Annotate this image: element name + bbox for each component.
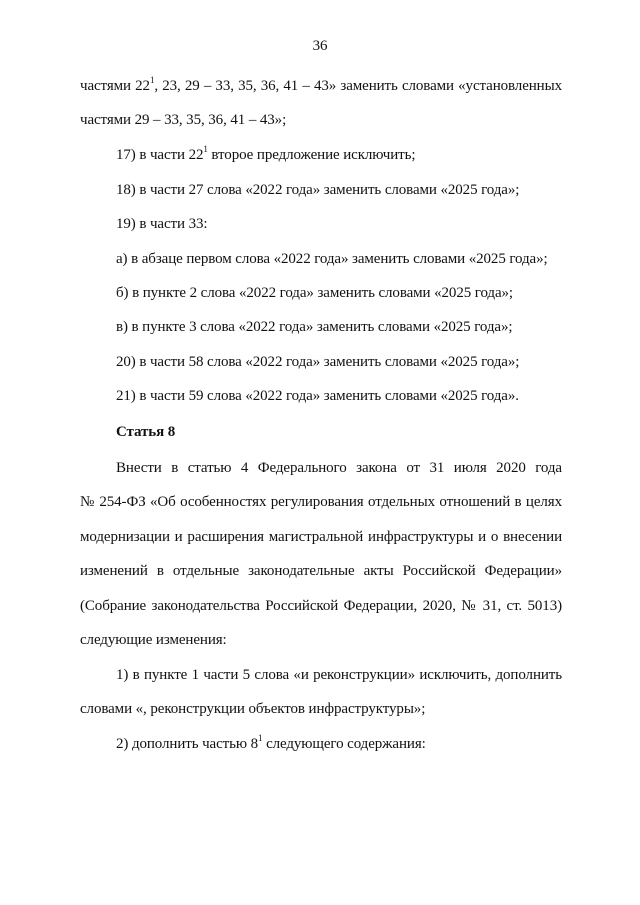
superscript: 1 bbox=[149, 75, 155, 85]
text-line-17: 1) в пункте 1 части 5 слова «и реконструкции» исключить, дополнить bbox=[116, 667, 562, 683]
text-line-4: 18) в части 27 слова «2022 года» заменить словами «2025 года»; bbox=[116, 182, 520, 198]
text-line-12: № 254-ФЗ «Об особенностях регулирования отдельных отношений в целях bbox=[80, 494, 562, 510]
page-number: 36 bbox=[312, 38, 328, 54]
text-line-2: частями 29 – 33, 35, 36, 41 – 43»; bbox=[80, 112, 287, 128]
text-line-15: (Собрание законодательства Российской Федерации, 2020, № 31, ст. 5013) bbox=[80, 598, 562, 614]
text-fragment: следующего содержания: bbox=[262, 736, 426, 752]
text-line-6: а) в абзаце первом слова «2022 года» заменить словами «2025 года»; bbox=[116, 251, 548, 267]
text-line-5: 19) в части 33: bbox=[116, 216, 208, 232]
text-line-1 bbox=[80, 76, 562, 96]
text-fragment: второе предложение исключить; bbox=[207, 147, 416, 163]
superscript: 1 bbox=[203, 144, 208, 154]
text-fragment: 2) дополнить частью 8 bbox=[116, 736, 259, 752]
text-line-10: 21) в части 59 слова «2022 года» заменить словами «2025 года». bbox=[116, 388, 519, 404]
text-line-19 bbox=[116, 734, 562, 754]
text-line-11: Внести в статью 4 Федерального закона от 31 июля 2020 года bbox=[116, 460, 562, 476]
text-line-16: следующие изменения: bbox=[80, 632, 227, 648]
article-heading: Статья 8 bbox=[116, 424, 176, 440]
text-fragment: 17) в части 22 bbox=[116, 147, 204, 163]
text-fragment: , 23, 29 – 33, 35, 36, 41 – 43» заменить словами «установленных bbox=[154, 78, 562, 94]
text-line-8: в) в пункте 3 слова «2022 года» заменить словами «2025 года»; bbox=[116, 319, 513, 335]
text-fragment: частями 22 bbox=[80, 78, 150, 94]
text-line-7: б) в пункте 2 слова «2022 года» заменить словами «2025 года»; bbox=[116, 285, 513, 301]
text-line-14: изменений в отдельные законодательные акты Российской Федерации» bbox=[80, 563, 562, 579]
text-line-18: словами «, реконструкции объектов инфраструктуры»; bbox=[80, 701, 426, 717]
text-line-3 bbox=[116, 145, 562, 165]
text-line-13: модернизации и расширения магистральной инфраструктуры и о внесении bbox=[80, 529, 562, 545]
superscript: 1 bbox=[258, 733, 263, 743]
text-line-9: 20) в части 58 слова «2022 года» заменить словами «2025 года»; bbox=[116, 354, 520, 370]
